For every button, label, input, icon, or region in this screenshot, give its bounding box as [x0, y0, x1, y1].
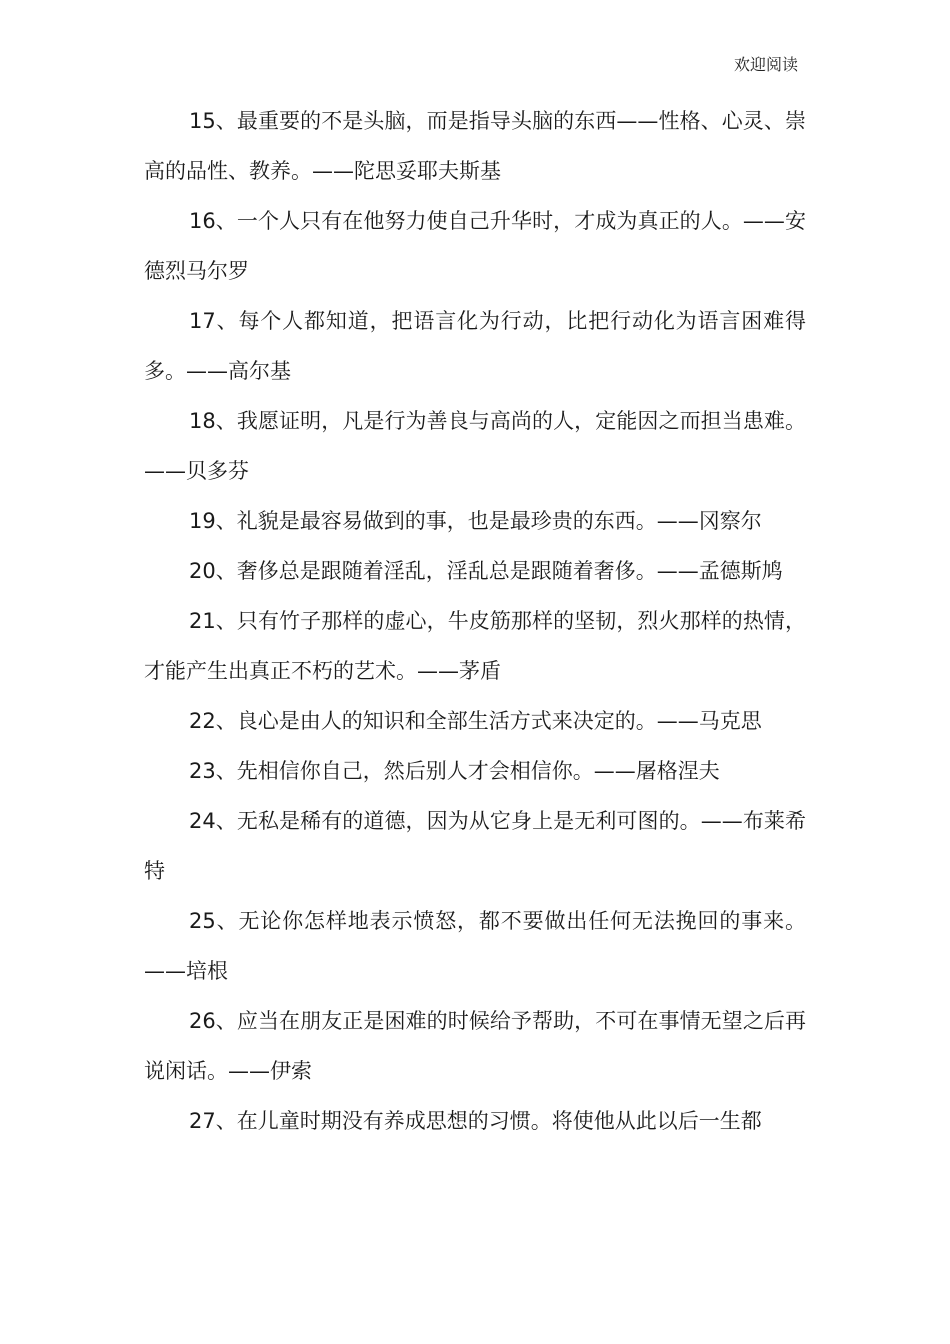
- quote-paragraph: 21、只有竹子那样的虚心，牛皮筋那样的坚韧，烈火那样的热情，才能产生出真正不朽的艺术。——茅盾: [144, 609, 806, 683]
- quote-paragraph: 17、每个人都知道，把语言化为行动，比把行动化为语言困难得多。——高尔基: [144, 309, 806, 383]
- quote-paragraph: 26、应当在朋友正是困难的时候给予帮助，不可在事情无望之后再说闲话。——伊索: [144, 1009, 806, 1083]
- quote-paragraph: 27、在儿童时期没有养成思想的习惯。将使他从此以后一生都: [189, 1109, 762, 1133]
- quote-paragraph: 15、最重要的不是头脑，而是指导头脑的东西——性格、心灵、崇高的品性、教养。——陀思妥耶夫斯基: [144, 109, 806, 183]
- quote-paragraph: 16、一个人只有在他努力使自己升华时，才成为真正的人。——安德烈马尔罗: [144, 209, 806, 283]
- quote-paragraph: 24、无私是稀有的道德，因为从它身上是无利可图的。——布莱希特: [144, 809, 806, 883]
- quote-paragraph: 20、奢侈总是跟随着淫乱，淫乱总是跟随着奢侈。——孟德斯鸠: [189, 559, 783, 583]
- quote-paragraph: 22、良心是由人的知识和全部生活方式来决定的。——马克思: [189, 709, 762, 733]
- quote-paragraph: 18、我愿证明，凡是行为善良与高尚的人，定能因之而担当患难。——贝多芬: [144, 409, 806, 483]
- quote-paragraph: 19、礼貌是最容易做到的事，也是最珍贵的东西。——冈察尔: [189, 509, 762, 533]
- document-body: [144, 96, 806, 1146]
- quote-paragraph: 23、先相信你自己，然后别人才会相信你。——屠格涅夫: [189, 759, 720, 783]
- quote-paragraph: 25、无论你怎样地表示愤怒，都不要做出任何无法挽回的事来。——培根: [144, 909, 806, 983]
- page-header: 欢迎阅读: [733, 55, 798, 74]
